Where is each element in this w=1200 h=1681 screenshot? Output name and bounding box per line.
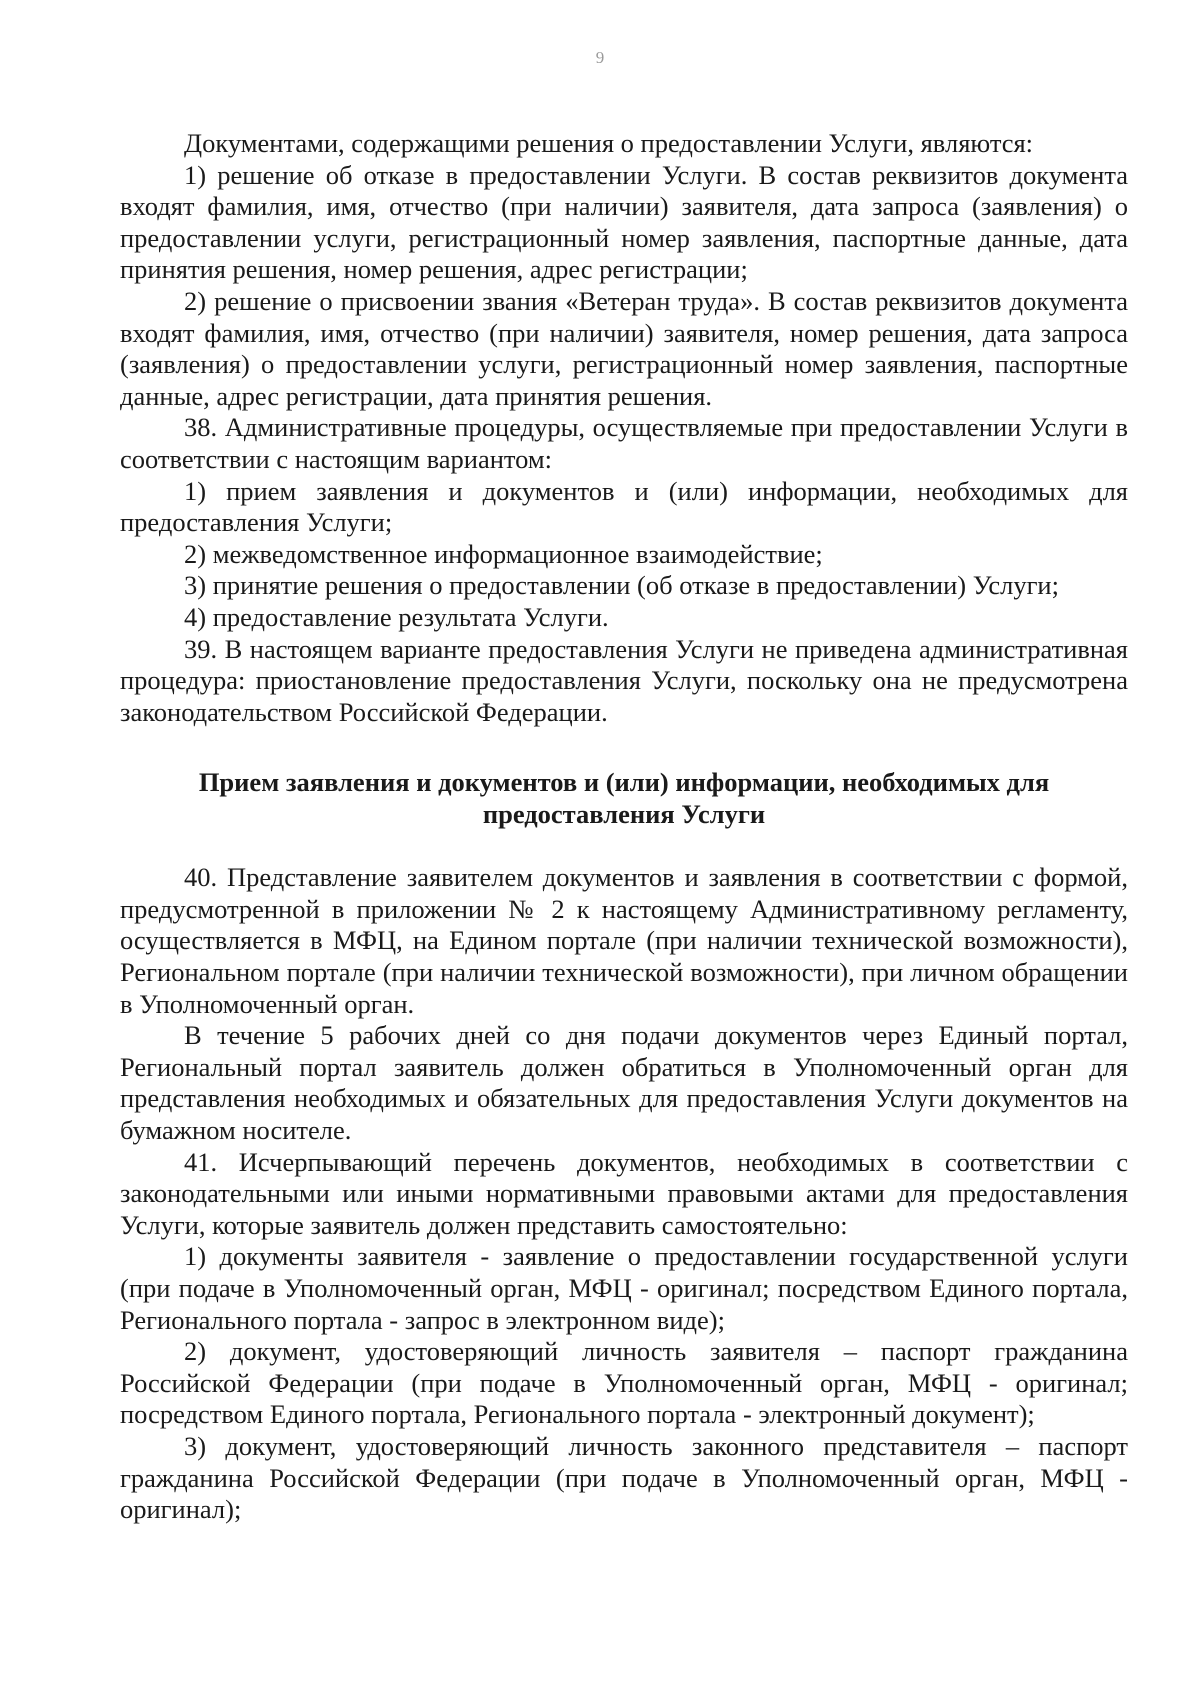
paragraph: 39. В настоящем варианте предоставления Услуги не приведена административная процедура: приостановление предоставления Услуги, поскольку она не предусмотрена законодательством Российской Федерации.	[120, 633, 1128, 727]
paragraph: 2) решение о присвоении звания «Ветеран труда». В состав реквизитов документа входят фамилия, имя, отчество (при наличии) заявителя, номер решения, дата запроса (заявления) о предоставлении услуги, регистрационный номер заявления, паспортные данные, адрес регистрации, дата принятия решения.	[120, 285, 1128, 411]
paragraph: 40. Представление заявителем документов и заявления в соответствии с формой, предусмотренной в приложении № 2 к настоящему Административному регламенту, осуществляется в МФЦ, на Едином портале (при наличии технической возможности), Региональном портале (при наличии технической возможности), при личном обращении в Уполномоченный орган.	[120, 862, 1128, 1019]
page-number: 9	[595, 48, 605, 67]
paragraph: 2) межведомственное информационное взаимодействие;	[184, 538, 823, 569]
paragraph: 2) документ, удостоверяющий личность заявителя – паспорт гражданина Российской Федерации (при подаче в Уполномоченный орган, МФЦ - оригинал; посредством Единого портала, Регионального портала - электронный документ);	[120, 1336, 1128, 1430]
paragraph: 1) прием заявления и документов и (или) информации, необходимых для предоставления Услуги;	[120, 475, 1128, 538]
paragraph: 4) предоставление результата Услуги.	[184, 601, 609, 632]
paragraph: 41. Исчерпывающий перечень документов, необходимых в соответствии с законодательными или иными нормативными правовыми актами для предоставления Услуги, которые заявитель должен представить самостоятельно:	[120, 1146, 1128, 1240]
document-body	[120, 128, 1128, 1526]
paragraph: Документами, содержащими решения о предоставлении Услуги, являются:	[184, 128, 1034, 158]
paragraph: 3) принятие решения о предоставлении (об отказе в предоставлении) Услуги;	[184, 570, 1059, 601]
paragraph: 1) решение об отказе в предоставлении Услуги. В состав реквизитов документа входят фамилия, имя, отчество (при наличии) заявителя, дата запроса (заявления) о предоставлении услуги, регистрационный номер заявления, паспортные данные, дата принятия решения, номер решения, адрес регистрации;	[120, 159, 1128, 285]
section-heading: Прием заявления и документов и (или) информации, необходимых для предоставления Услуги	[198, 767, 1050, 830]
paragraph: 38. Административные процедуры, осуществляемые при предоставлении Услуги в соответствии с настоящим вариантом:	[120, 412, 1128, 474]
paragraph: 1) документы заявителя - заявление о предоставлении государственной услуги (при подаче в Уполномоченный орган, МФЦ - оригинал; посредством Единого портала, Регионального портала - запрос в электронном виде);	[120, 1241, 1128, 1335]
paragraph: 3) документ, удостоверяющий личность законного представителя – паспорт гражданина Российской Федерации (при подаче в Уполномоченный орган, МФЦ - оригинал);	[120, 1430, 1128, 1525]
paragraph: В течение 5 рабочих дней со дня подачи документов через Единый портал, Региональный портал заявитель должен обратиться в Уполномоченный орган для представления необходимых и обязательных для предоставления Услуги документов на бумажном носителе.	[120, 1020, 1128, 1146]
